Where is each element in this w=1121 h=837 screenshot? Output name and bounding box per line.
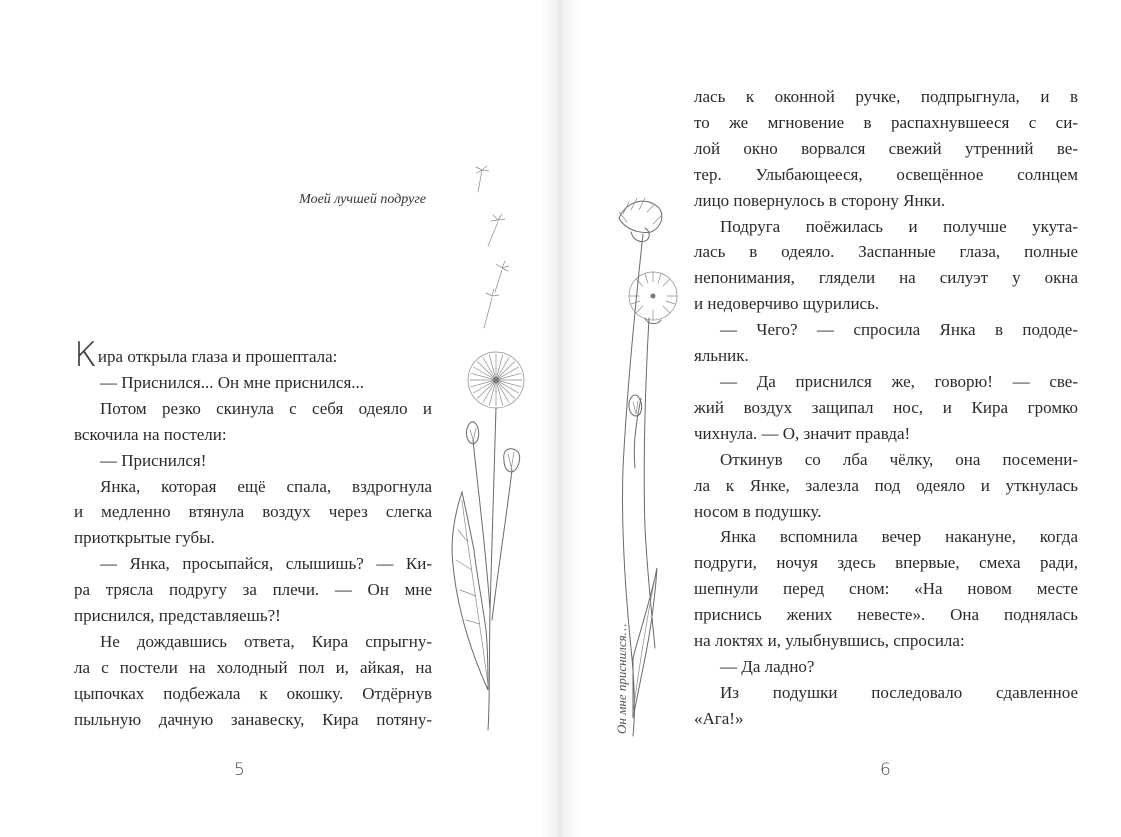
vertical-caption: Он мне приснился… [614, 623, 629, 734]
text-line: шепнули перед сном: «На новом месте [694, 579, 1078, 599]
text-line: носом в подушку. [694, 501, 822, 521]
leaf-icon [633, 568, 657, 718]
text-line: и недоверчиво щурились. [694, 294, 880, 314]
text-line: подруги, ночуя здесь впервые, смеха ради, [694, 553, 1078, 573]
text-line: пыльную дачную занавеску, Кира потяну- [74, 709, 432, 729]
page-number-left: 5 [234, 760, 245, 780]
bud-icon [466, 422, 478, 444]
flying-seed-icon [495, 261, 509, 292]
text-line: ра трясла подругу за плечи. — Он мне [74, 580, 432, 600]
page-number-right: 6 [880, 760, 891, 780]
text-line: жий воздух защипал нос, и Кира громко [694, 397, 1078, 417]
text-line: лась в одеяло. Заспанные глаза, полные [694, 242, 1078, 262]
text-line: приснись жених невесте». Она поднялась [694, 605, 1078, 625]
bud-icon [504, 449, 520, 472]
text-line: яльник. [694, 346, 749, 366]
text-line: Кира открыла глаза и прошептала: [74, 335, 338, 375]
text-line: ла с постели на холодный пол и, айкая, на [74, 657, 432, 677]
text-line: Потом резко скинула с себя одеяло и [100, 398, 432, 418]
text-line: тер. Улыбающееся, освещённое солнцем [694, 164, 1078, 184]
text-line: непонимания, глядели на силуэт у окна [694, 268, 1078, 288]
text-line: Янка, которая ещё спала, вздрогнула [100, 476, 432, 496]
text-line: вскочила на постели: [74, 424, 227, 444]
text-line: лой окно ворвался свежий утренний ве- [694, 138, 1078, 158]
text-line: и медленно втянула воздух через слегка [74, 502, 432, 522]
text-line: цыпочках подбежала к окошку. Отдёрнув [74, 683, 432, 703]
right-page-text [694, 84, 1078, 732]
flying-seed-icon [488, 214, 505, 246]
text-line: лицо повернулось в сторону Янки. [694, 190, 946, 210]
text-line: приснился, представляешь?! [74, 606, 281, 626]
text-line: — Чего? — спросила Янка в пододе- [720, 320, 1078, 340]
dandelion-flower-icon [619, 198, 662, 242]
text-line: — Да ладно? [720, 656, 815, 676]
left-page-text [74, 335, 432, 733]
dandelion-seed-head-illustration [440, 130, 540, 740]
text-line: — Янка, просыпайся, слышишь? — Ки- [100, 554, 432, 574]
text-line: Подруга поёжилась и получше укута- [720, 216, 1078, 236]
text-line: «Ага!» [694, 708, 744, 728]
seed-head-icon [468, 352, 524, 408]
text-line: — Да приснился же, говорю! — све- [720, 371, 1078, 391]
text-line: — Приснился! [100, 450, 207, 470]
text-line: ла к Янке, залезла под одеяло и уткнулась [694, 475, 1078, 495]
flying-seed-icon [484, 289, 499, 328]
text-line: чихнула. — О, значит правда! [694, 423, 911, 443]
text-line: Не дождавшись ответа, Кира спрыгну- [100, 631, 432, 651]
text-line: Янка вспомнила вечер накануне, когда [720, 527, 1078, 547]
text-line: Из подушки последовало сдавленное [720, 682, 1078, 702]
leaf-icon [452, 492, 488, 690]
text-line: приоткрытые губы. [74, 528, 215, 548]
text-line: лась к оконной ручке, подпрыгнула, и в [694, 87, 1078, 106]
text-line: на локтях и, улыбнувшись, спросила: [694, 631, 965, 651]
dedication: Моей лучшей подруге [299, 192, 426, 207]
flying-seed-icon [476, 166, 489, 192]
text-line: Откинув со лба чёлку, она посемени- [720, 449, 1078, 469]
drop-cap: К [74, 335, 97, 375]
text-line: то же мгновение в распахнувшееся с си- [694, 112, 1078, 132]
text-line: — Приснился... Он мне приснился... [100, 372, 365, 392]
